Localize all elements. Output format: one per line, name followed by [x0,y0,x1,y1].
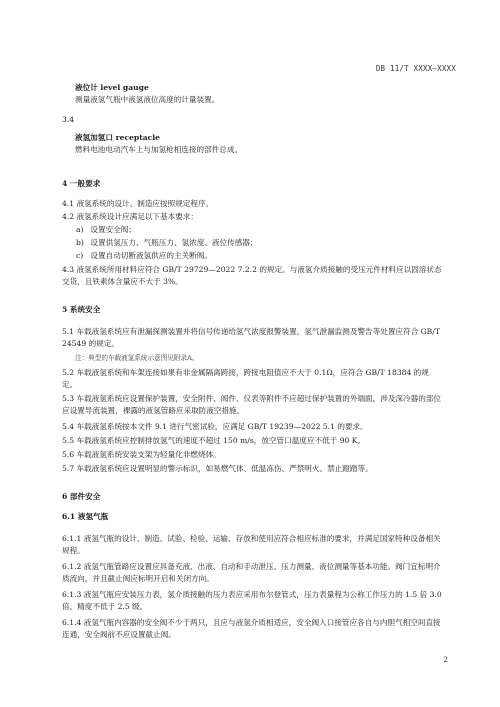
list-text: 设置安全阀； [90,225,136,234]
standard-code-header: DB 11/T XXXX—XXXX [375,64,456,73]
term-description: 燃料电池电动汽车上与加氢枪相连接的部件总成。 [75,145,243,154]
section-heading: 6 部件安全 [62,492,101,501]
clause: 4.3 液氢系统所用材料应符合 GB/T 29729—2022 7.2.2 的规定。与液氢介质接触的受压元件材料应以固溶状态交货，且铁素体含量应不大于 3%。 [62,265,442,286]
list-item [62,224,458,236]
list-item [62,237,458,249]
clause: 5.4 车载液氢系统按本文件 9.1 进行气密试验，应满足 GB/T 19239—2022 5.1 的要求。 [62,422,368,431]
list-label: b) [76,238,84,247]
term-description: 测量液氢气瓶中液氢液位高度的计量装置。 [75,95,220,104]
clause: 5.7 车载液氢系统应设置明显的警示标识，如易燃气体、低温冻伤、严禁明火、禁止蹬踏等。 [62,464,373,473]
clause: 4.2 液氢系统设计应满足以下基本要求： [62,212,198,221]
list-label: a) [76,225,84,234]
list-text: 设置供氢压力、气瓶压力、氢浓度、液位传感器； [90,238,258,247]
clause: 6.1.2 液氢气瓶管路应设置应具备充液、出液、自动和手动泄压、压力测量、液位测量等基本功能。阀门宜标明介质流向，并且截止阀应标明开启和关闭方向。 [62,562,441,583]
note: 注：典型的车载液氢系统示意图见附录A。 [75,354,199,362]
clause: 4.1 液氢系统的设计、制造应按照规定程序。 [62,199,214,208]
clause: 5.5 车载液氢系统应控制排放氢气的速度不超过 150 m/s，放空管口温度应不低于 90 K。 [62,436,366,445]
term-title: 液氢加氢口 receptacle [75,133,160,142]
clause: 6.1.1 液氢气瓶的设计、制造、试验、检验、运输、存放和使用应符合相应标准的要求，并满足国家特种设备相关规程。 [62,534,441,555]
definition-level-gauge [62,82,444,106]
page-number: 2 [443,655,448,664]
clause: 6.1.3 液氢气瓶应安装压力表，氢介质接触的压力表应采用布尔登管式，压力表量程为公称工作压力的 1.5 倍 3.0 倍，精度不低于 2.5 级。 [62,590,442,611]
clause: 5.2 车载液氢系统和车架连接如果有非金属隔离跨接，跨接电阻值应不大于 0.1Ω，应符合 GB/T 18384 的规定。 [62,368,429,389]
section-heading: 4 一般要求 [62,179,101,188]
list-text: 设置自动切断液氢供应的主关断阀。 [90,251,212,260]
clause: 5.6 车载液氢系统安装支架为轻量化非燃烧体。 [62,450,221,459]
clause: 6.1.4 液氢气瓶内容器的安全阀不少于两只，且应与液氢介质相适应，安全阀入口接管应各自与内胆气相空间直接连通，安全阀前不应设置截止阀。 [62,618,441,639]
clause: 5.1 车载液氢系统应有泄漏探测装置并将信号传递给氢气浓度报警装置，氢气泄漏监测及警告等处置应符合 GB/T 24549 的规定。 [62,327,440,348]
subsection-heading: 6.1 液氢气瓶 [62,512,109,521]
term-title: 液位计 level gauge [75,83,149,92]
definition-receptacle [62,114,444,156]
list-label: c) [76,251,84,260]
term-number: 3.4 [62,115,75,124]
clause: 5.3 车载液氢系统应设置保护装置，安全附件、阀件、仪表等附件不应超过保护装置的外端面，涉及深冷器的部位应设置导流装置，裸露的液氢管路应采取防液空措施。 [62,394,441,415]
section-heading: 5 系统安全 [62,305,101,314]
list-item [62,250,458,262]
